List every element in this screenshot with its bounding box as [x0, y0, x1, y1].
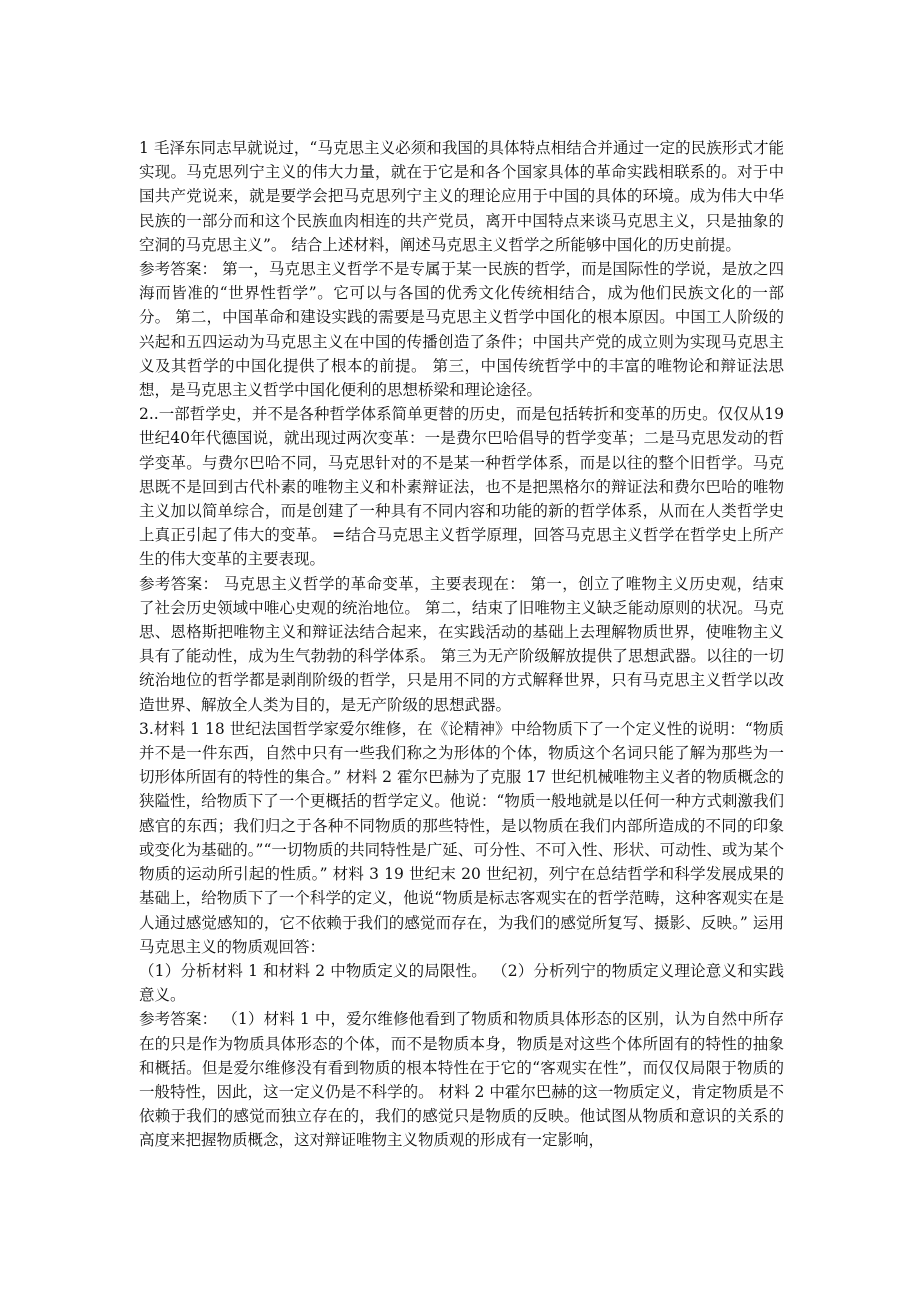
document-body	[139, 136, 784, 1153]
answer-2-paragraph: 参考答案： 马克思主义哲学的革命变革，主要表现在： 第一，创立了唯物主义历史观，结束了社会历史领域中唯心史观的统治地位。 第二，结束了旧唯物主义缺乏能动原则的状况。马克思、恩格斯把唯物主义和辩证法结合起来，在实践活动的基础上去理解物质世界，使唯物主义具有了能动性，成为生气勃勃的科学体系。 第三为无产阶级解放提供了思想武器。以往的一切统治地位的哲学都是剥削阶级的哲学，只是用不同的方式解释世界，只有马克思主义哲学以改造世界、解放全人类为目的，是无产阶级的思想武器。	[139, 574, 784, 714]
question-1-paragraph: 1 毛泽东同志早就说过，“马克思主义必须和我国的具体特点相结合并通过一定的民族形式才能实现。马克思列宁主义的伟大力量，就在于它是和各个国家具体的革命实践相联系的。对于中国共产党说来，就是要学会把马克思列宁主义的理论应用于中国的具体的环境。成为伟大中华民族的一部分而和这个民族血肉相连的共产党员，离开中国特点来谈马克思主义，只是抽象的空洞的马克思主义”。 结合上述材料，阐述马克思主义哲学之所能够中国化的历史前提。	[139, 139, 784, 254]
question-2-paragraph: 2..一部哲学史，并不是各种哲学体系简单更替的历史，而是包括转折和变革的历史。仅仅从19世纪40年代德国说，就出现过两次变革：一是费尔巴哈倡导的哲学变革；二是马克思发动的哲学变革。与费尔巴哈不同，马克思针对的不是某一种哲学体系，而是以往的整个旧哲学。马克思既不是回到古代朴素的唯物主义和朴素辩证法，也不是把黑格尔的辩证法和费尔巴哈的唯物主义加以简单综合，而是创建了一种具有不同内容和功能的新的哲学体系，从而在人类哲学史上真正引起了伟大的变革。 =结合马克思主义哲学原理，回答马克思主义哲学在哲学史上所产生的伟大变革的主要表现。	[139, 405, 784, 569]
question-3-materials-paragraph: 3.材料 1 18 世纪法国哲学家爱尔维修，在《论精神》中给物质下了一个定义性的说明：“物质并不是一件东西，自然中只有一些我们称之为形体的个体，物质这个名词只能了解为那些为一切形体所固有的特性的集合。” 材料 2 霍尔巴赫为了克服 17 世纪机械唯物主义者的物质概念的狭隘性，给物质下了一个更概括的哲学定义。他说：“物质一般地就是以任何一种方式刺激我们感官的东西；我们归之于各种不同物质的那些特性，是以物质在我们内部所造成的不同的印象或变化为基础的。”“一切物质的共同特性是广延、可分性、不可入性、形状、可动性、或为某个物质的运动所引起的性质。” 材料 3 19 世纪末 20 世纪初，列宁在总结哲学和科学发展成果的基础上，给物质下了一个科学的定义，他说“物质是标志客观实在的哲学范畴，这种客观实在是人通过感觉感知的，它不依赖于我们的感觉而存在，为我们的感觉所复写、摄影、反映。” 运用马克思主义的物质观回答：	[139, 719, 784, 956]
answer-3-paragraph: 参考答案： （1）材料 1 中，爱尔维修他看到了物质和物质具体形态的区别，认为自然中所存在的只是作为物质具体形态的个体，而不是物质本身，物质是对这些个体所固有的特性的抽象和概括。但是爱尔维修没有看到物质的根本特性在于它的“客观实在性”，而仅仅局限于物质的一般特性，因此，这一定义仍是不科学的。 材料 2 中霍尔巴赫的这一物质定义，肯定物质是不依赖于我们的感觉而独立存在的，我们的感觉只是物质的反映。他试图从物质和意识的关系的高度来把握物质概念，这对辩证唯物主义物质观的形成有一定影响，	[139, 1010, 784, 1150]
answer-1-paragraph: 参考答案： 第一，马克思主义哲学不是专属于某一民族的哲学，而是国际性的学说，是放之四海而皆准的“世界性哲学”。它可以与各国的优秀文化传统相结合，成为他们民族文化的一部分。 第二，中国革命和建设实践的需要是马克思主义哲学中国化的根本原因。中国工人阶级的兴起和五四运动为马克思主义在中国的传播创造了条件；中国共产党的成立则为实现马克思主义及其哲学的中国化提供了根本的前提。 第三，中国传统哲学中的丰富的唯物论和辩证法思想，是马克思主义哲学中国化便利的思想桥梁和理论途径。	[139, 260, 784, 400]
question-3-subquestions-paragraph: （1）分析材料 1 和材料 2 中物质定义的局限性。 （2）分析列宁的物质定义理论意义和实践意义。	[139, 961, 784, 1005]
